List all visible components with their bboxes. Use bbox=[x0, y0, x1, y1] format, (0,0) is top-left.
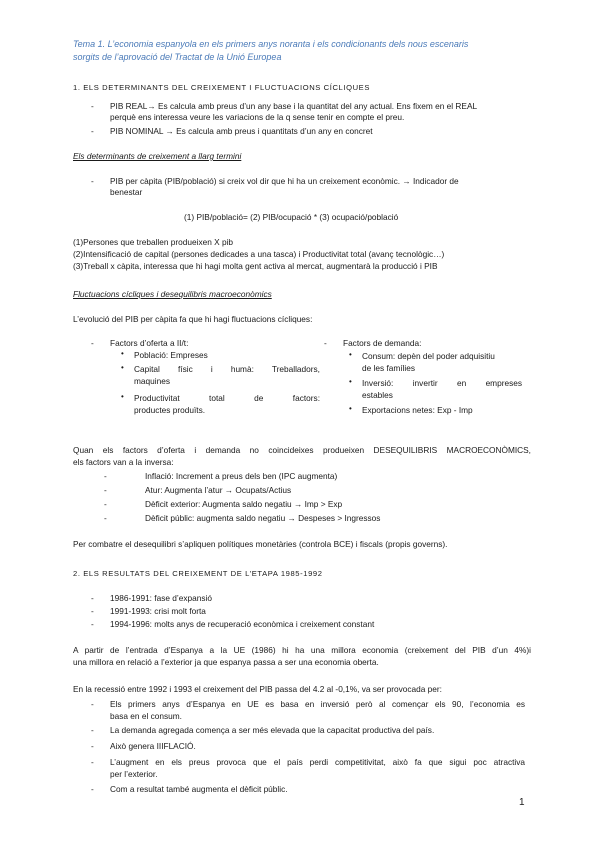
recessio-paragraph: En la recessió entre 1992 i 1993 el creixement del PIB passa del 4.2 al -0,1%, va ser provocada per: bbox=[73, 684, 442, 694]
bullet-dot: • bbox=[121, 392, 124, 401]
oferta-item-2-line-1: Capital físic i humà: Treballadors, bbox=[134, 364, 320, 374]
bullet-dot: • bbox=[349, 404, 352, 413]
page-number: 1 bbox=[519, 797, 525, 808]
formula-note-3: (3)Treball x càpita, interessa que hi hagi molta gent activa al mercat, augmentarà la producció i PIB bbox=[73, 261, 438, 271]
desequilibri-atur: Atur: Augmenta l’atur → Ocupats/Actius bbox=[145, 485, 292, 495]
bullet-dash: - bbox=[91, 101, 94, 111]
cause-5: Com a resultat també augmenta el dèficit públic. bbox=[110, 784, 288, 794]
bullet-dash: - bbox=[91, 619, 94, 629]
bullet-dash: - bbox=[91, 757, 94, 767]
bullet-dash: - bbox=[91, 725, 94, 735]
pib-capita-line-2: benestar bbox=[110, 187, 143, 197]
pib-capita-line-1: PIB per càpita (PIB/població) si creix vol dir que hi ha un creixement econòmic. → Indicador de bbox=[110, 176, 459, 186]
bullet-dot: • bbox=[121, 349, 124, 358]
ue-paragraph-line-2: una millora en relació a l’exterior ja que espanya passa a ser una economia oberta. bbox=[73, 657, 379, 667]
demanda-item-1-line-2: de les famílies bbox=[362, 363, 416, 373]
bullet-dash: - bbox=[91, 338, 94, 348]
formula-note-2: (2)Intensificació de capital (persones dedicades a una tasca) i Productivitat total (avanç tecnològic…) bbox=[73, 249, 445, 259]
document-title-line-2: sorgits de l’aprovació del Tractat de la Unió Europea bbox=[73, 52, 282, 62]
bullet-dash: - bbox=[324, 338, 327, 348]
demanda-item-2-line-2: estables bbox=[362, 390, 393, 400]
bullet-dash: - bbox=[104, 499, 107, 509]
oferta-item-3-line-1: Productivitat total de factors: bbox=[134, 393, 320, 403]
subheading-cyclical-fluctuations: Fluctuacions cícliques i desequilibris macroeconòmics bbox=[73, 289, 272, 299]
oferta-item-1: Població: Empreses bbox=[134, 350, 208, 360]
oferta-item-3-line-2: productes produïts. bbox=[134, 405, 206, 415]
pib-real-line-1: PIB REAL→ Es calcula amb preus d’un any base i la quantitat del any actual. Ens fixem en el REAL bbox=[110, 101, 478, 111]
bullet-dash: - bbox=[104, 513, 107, 523]
bullet-dash: - bbox=[91, 126, 94, 136]
bullet-dash: - bbox=[91, 593, 94, 603]
bullet-dot: • bbox=[121, 363, 124, 372]
ue-paragraph-line-1: A partir de l’entrada d’Espanya a la UE (1986) hi ha una millora economia (creixement del PIB d’un 4%)i bbox=[73, 645, 531, 655]
combatre-paragraph: Per combatre el desequilibri s’apliquen polítiques monetàries (controla BCE) i fiscals (propis governs). bbox=[73, 539, 448, 549]
cause-1-line-1: Els primers anys d’Espanya en UE es basa en inversió però al començar els 90, l’economia es bbox=[110, 699, 525, 709]
cause-1-line-2: basa en el consum. bbox=[110, 711, 182, 721]
section-2-heading: 2. ELS RESULTATS DEL CREIXEMENT DE L’ETAPA 1985-1992 bbox=[73, 569, 323, 578]
period-1: 1986-1991: fase d’expansió bbox=[110, 593, 212, 603]
demanda-item-2-line-1: Inversió: invertir en empreses bbox=[362, 378, 522, 388]
bullet-dot: • bbox=[349, 377, 352, 386]
bullet-dash: - bbox=[104, 471, 107, 481]
desequilibris-line-1: Quan els factors d’oferta i demanda no coincideixes produeixen DESEQUILIBRIS MACROECONÒMICS, bbox=[73, 445, 531, 455]
bullet-dash: - bbox=[91, 176, 94, 186]
pib-real-line-2: perquè ens interessa veure les variacions de la q sense tenir en compte el preu. bbox=[110, 112, 405, 122]
oferta-item-2-line-2: maquines bbox=[134, 376, 170, 386]
cause-2: La demanda agregada comença a ser més elevada que la capacitat productiva del país. bbox=[110, 725, 435, 735]
period-2: 1991-1993: crisi molt forta bbox=[110, 606, 206, 616]
formula-note-1: (1)Persones que treballen produeixen X pib bbox=[73, 237, 234, 247]
bullet-dash: - bbox=[104, 485, 107, 495]
desequilibri-deficit-exterior: Dèficit exterior: Augmenta saldo negatiu → Imp > Exp bbox=[145, 499, 343, 509]
bullet-dash: - bbox=[91, 784, 94, 794]
bullet-dash: - bbox=[91, 699, 94, 709]
bullet-dot: • bbox=[349, 350, 352, 359]
pib-nominal-line: PIB NOMINAL → Es calcula amb preus i quantitats d’un any en concret bbox=[110, 126, 373, 136]
pib-formula: (1) PIB/població= (2) PIB/ocupació * (3) ocupació/població bbox=[184, 212, 399, 222]
bullet-dash: - bbox=[91, 741, 94, 751]
demanda-item-3: Exportacions netes: Exp - Imp bbox=[362, 405, 473, 415]
period-3: 1994-1996: molts anys de recuperació econòmica i creixement constant bbox=[110, 619, 375, 629]
oferta-heading: Factors d’oferta a II/t: bbox=[110, 338, 189, 348]
evolucio-paragraph: L’evolució del PIB per càpita fa que hi hagi fluctuacions cícliques: bbox=[73, 314, 313, 324]
desequilibris-line-2: els factors van a la inversa: bbox=[73, 457, 174, 467]
bullet-dash: - bbox=[91, 606, 94, 616]
subheading-long-term: Els determinants de creixement a llarg termini bbox=[73, 151, 242, 161]
cause-4-line-1: L’augment en els preus provoca que el país perdi competitivitat, això fa que sigui poc atractiva bbox=[110, 757, 525, 767]
desequilibri-inflacio: Inflació: Increment a preus dels ben (IPC augmenta) bbox=[145, 471, 338, 481]
demanda-item-1-line-1: Consum: depèn del poder adquisitiu bbox=[362, 351, 495, 361]
section-1-heading: 1. ELS DETERMINANTS DEL CREIXEMENT I FLUCTUACIONS CÍCLIQUES bbox=[73, 83, 371, 92]
document-title-line-1: Tema 1. L’economia espanyola en els primers anys noranta i els condicionants dels nous escenaris bbox=[73, 39, 469, 49]
cause-3: Això genera IIIFLACIÓ. bbox=[110, 741, 196, 751]
desequilibri-deficit-public: Dèficit públic: augmenta saldo negatiu → Despeses > Ingressos bbox=[145, 513, 381, 523]
demanda-heading: Factors de demanda: bbox=[343, 338, 422, 348]
cause-4-line-2: per l’exterior. bbox=[110, 769, 158, 779]
